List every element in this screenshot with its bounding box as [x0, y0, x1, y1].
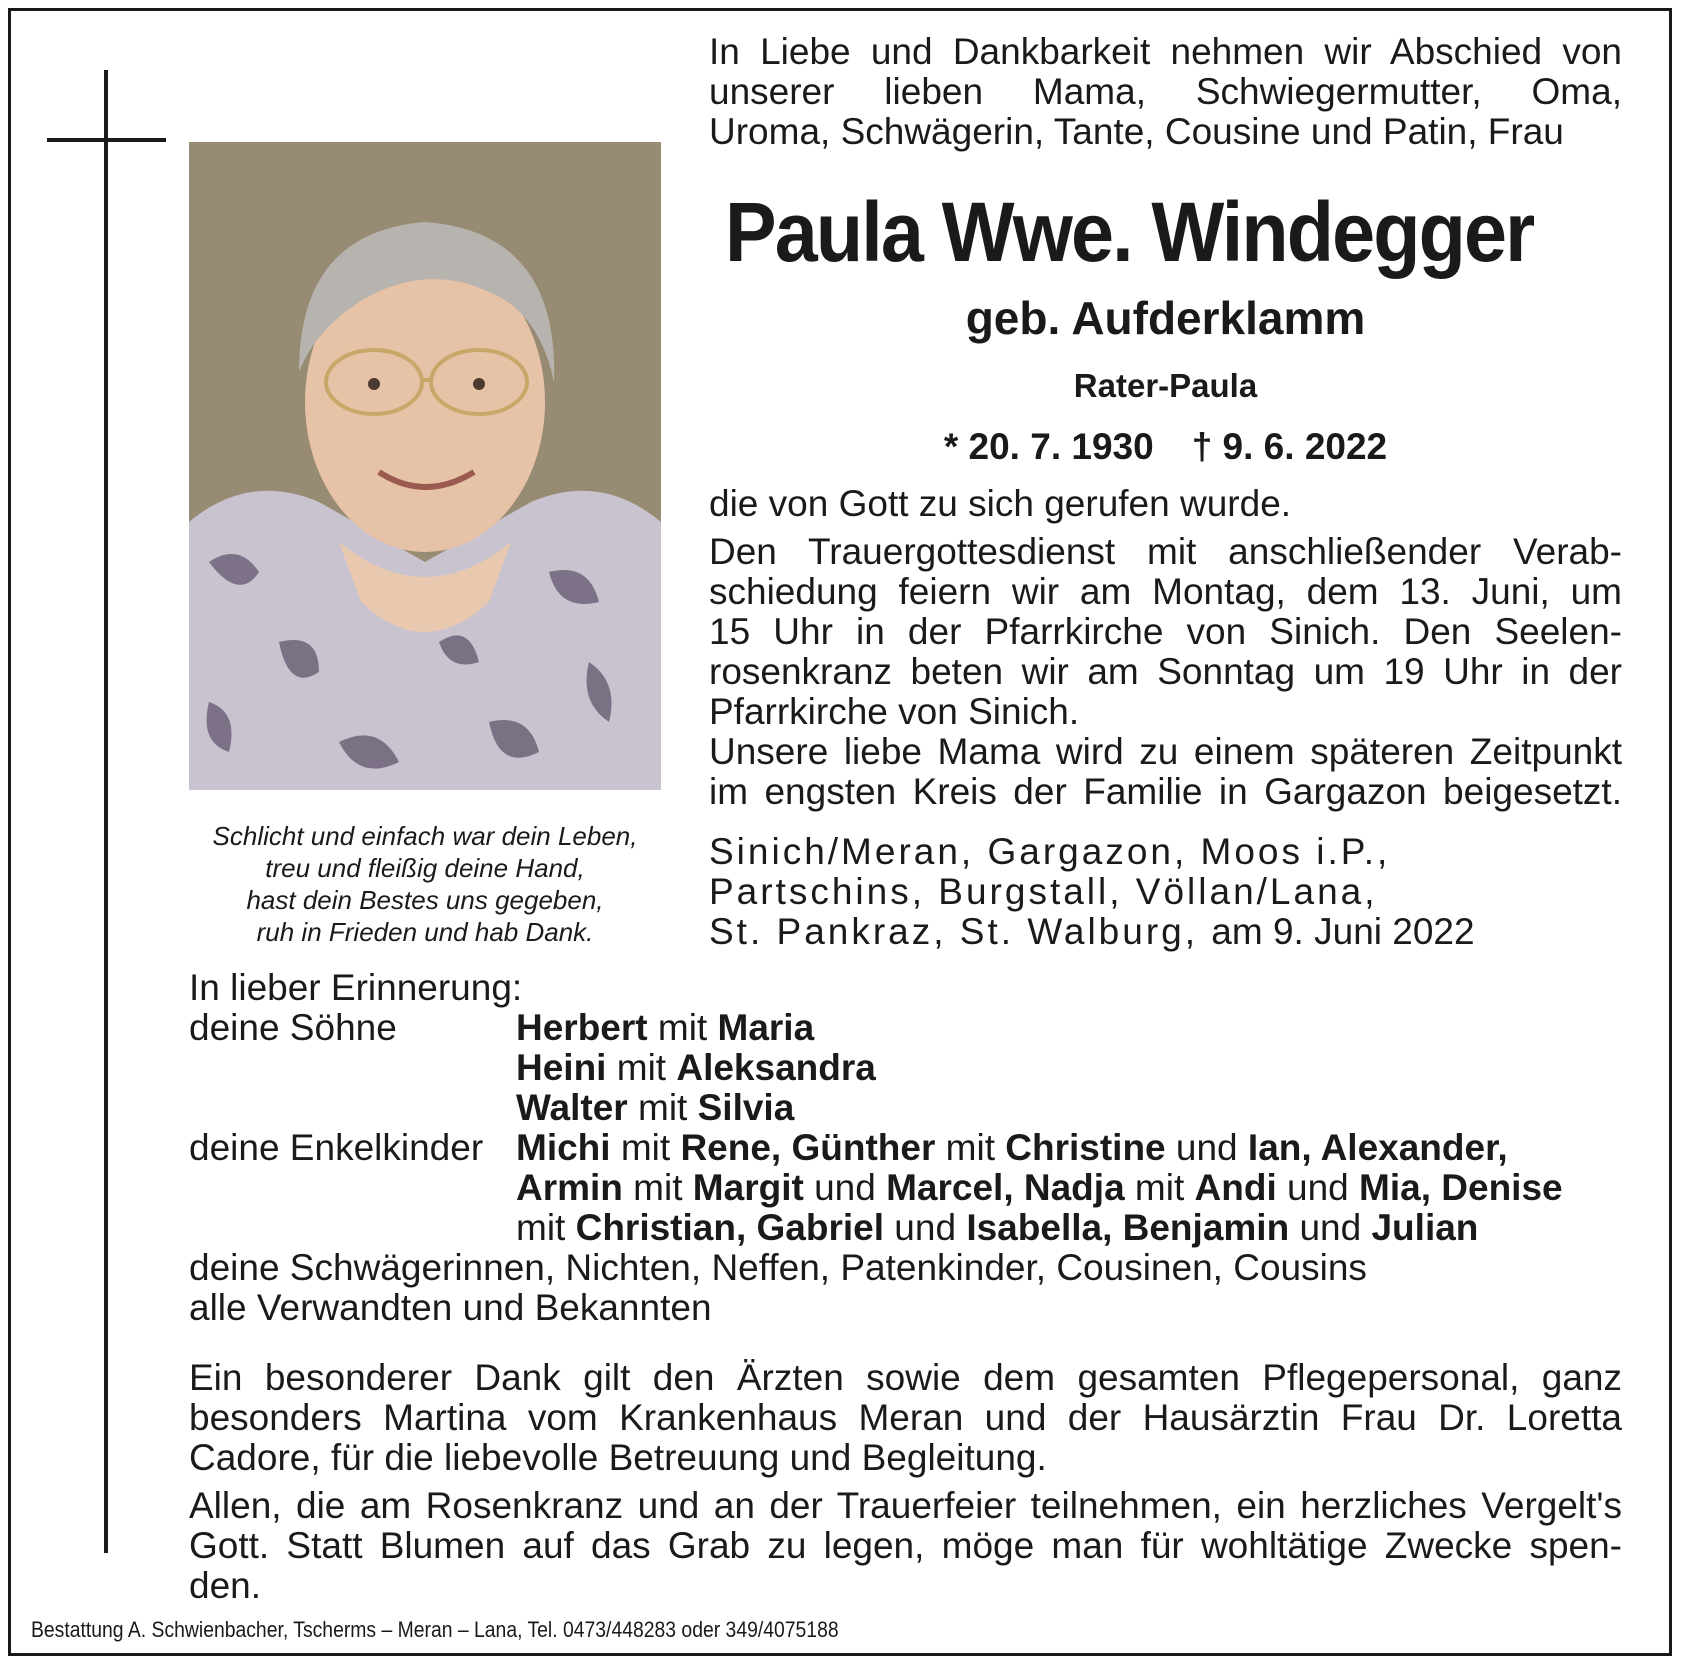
cross-icon	[104, 70, 108, 1553]
deceased-name: Paula Wwe. Windegger	[724, 185, 1534, 279]
sons-label: deine Söhne	[189, 1007, 397, 1048]
thanks-line: Cadore, für die liebevolle Betreuung und Begleitung.	[189, 1437, 1047, 1478]
burial-line: im engsten Kreis der Familie in Gargazon beigesetzt.	[709, 771, 1622, 812]
service-text	[709, 484, 1622, 812]
places-line: Sinich/Meran, Gargazon, Moos i.P.,	[709, 831, 1391, 872]
thanks-line: den.	[189, 1565, 262, 1606]
nickname: Rater-Paula	[1073, 367, 1258, 404]
intro-text	[709, 32, 1622, 152]
memorial-poem	[160, 820, 690, 948]
intro-line: unserer lieben Mama, Schwiegermutter, Oma,	[709, 71, 1622, 112]
service-line: 15 Uhr in der Pfarrkirche von Sinich. Den Seelen-	[709, 611, 1622, 652]
funeral-home-footer: Bestattung A. Schwienbacher, Tscherms – Meran – Lana, Tel. 0473/448283 oder 349/4075188	[31, 1617, 839, 1642]
maiden-name: geb. Aufderklamm	[965, 292, 1366, 344]
relatives-line: alle Verwandten und Bekannten	[189, 1287, 712, 1328]
service-line: rosenkranz beten wir am Sonntag um 19 Uhr in der	[709, 651, 1622, 692]
service-line: Den Trauergottesdienst mit anschließender Verab-	[709, 531, 1622, 572]
son-entry: Walter mit Silvia	[516, 1087, 795, 1128]
thanks-line: Ein besonderer Dank gilt den Ärzten sowie dem gesamten Pflegepersonal, ganz	[189, 1357, 1622, 1398]
grandchildren-line: mit Christian, Gabriel und Isabella, Benjamin und Julian	[516, 1207, 1479, 1248]
relatives-line: deine Schwägerinnen, Nichten, Neffen, Patenkinder, Cousinen, Cousins	[189, 1247, 1367, 1288]
thanks-line: Allen, die am Rosenkranz und an der Trauerfeier teilnehmen, ein herzliches Vergelt's	[189, 1485, 1622, 1526]
burial-line: Unsere liebe Mama wird zu einem späteren Zeitpunkt	[709, 731, 1622, 772]
cross-icon-bar	[47, 138, 166, 142]
son-entry: Heini mit Aleksandra	[516, 1047, 876, 1088]
memory-heading: In lieber Erinnerung:	[189, 967, 523, 1008]
places-line: St. Pankraz, St. Walburg,	[709, 911, 1199, 952]
portrait-photo	[189, 142, 661, 790]
thanks-line: Gott. Statt Blumen auf das Grab zu legen, möge man für wohltätige Zwecke spen-	[189, 1525, 1622, 1566]
called-line: die von Gott zu sich gerufen wurde.	[709, 483, 1292, 524]
thanks-text	[189, 1358, 1622, 1606]
poem-line: treu und fleißig deine Hand,	[265, 853, 585, 883]
poem-line: hast dein Bestes uns gegeben,	[246, 885, 604, 915]
intro-line: In Liebe und Dankbarkeit nehmen wir Abschied von	[709, 31, 1622, 72]
mourners-list	[189, 968, 1629, 1328]
son-entry: Herbert mit Maria	[516, 1007, 815, 1048]
grandchildren-label: deine Enkelkinder	[189, 1127, 484, 1168]
birth-date: * 20. 7. 1930	[943, 426, 1154, 467]
grandchildren-line: Armin mit Margit und Marcel, Nadja mit Andi und Mia, Denise	[516, 1167, 1563, 1208]
places-line: Partschins, Burgstall, Völlan/Lana,	[709, 871, 1378, 912]
grandchildren-line: Michi mit Rene, Günther mit Christine und Ian, Alexander,	[516, 1127, 1508, 1168]
life-dates	[709, 425, 1622, 469]
service-line: Pfarrkirche von Sinich.	[709, 691, 1080, 732]
thanks-line: besonders Martina vom Krankenhaus Meran und der Hausärztin Frau Dr. Loretta	[189, 1397, 1622, 1438]
poem-line: ruh in Frieden und hab Dank.	[256, 917, 594, 947]
intro-line: Uroma, Schwägerin, Tante, Cousine und Patin, Frau	[709, 111, 1564, 152]
notice-date: am 9. Juni 2022	[1211, 911, 1475, 952]
death-date: † 9. 6. 2022	[1191, 426, 1388, 467]
places-and-date	[709, 832, 1622, 952]
service-line: schiedung feiern wir am Montag, dem 13. Juni, um	[709, 571, 1622, 612]
poem-line: Schlicht und einfach war dein Leben,	[212, 821, 638, 851]
